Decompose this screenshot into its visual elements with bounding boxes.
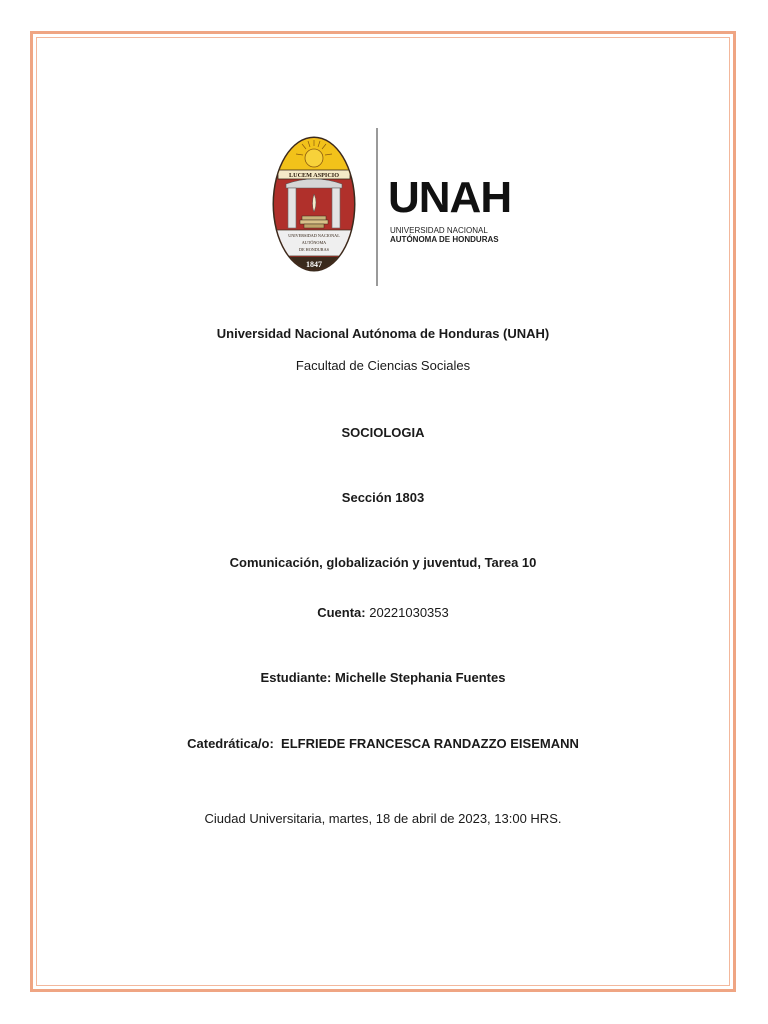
professor-label: Catedrática/o: xyxy=(187,736,274,751)
seal-banner-line1: UNIVERSIDAD NACIONAL xyxy=(288,233,340,238)
account-value: 20221030353 xyxy=(365,605,449,620)
student-name: Estudiante: Michelle Stephania Fuentes xyxy=(260,670,506,685)
professor-line xyxy=(40,736,726,752)
unah-logo xyxy=(270,126,530,288)
university-name: Universidad Nacional Autónoma de Honduras (UNAH) xyxy=(216,326,550,341)
professor-name: ELFRIEDE FRANCESCA RANDAZZO EISEMANN xyxy=(273,736,579,751)
seal-year: 1847 xyxy=(306,260,322,269)
seal-banner-line2: AUTÓNOMA xyxy=(301,240,327,245)
place-and-date: Ciudad Universitaria, martes, 18 de abril de 2023, 13:00 HRS. xyxy=(204,811,562,826)
account-line xyxy=(40,605,726,621)
unah-subtitle-line2: AUTÓNOMA DE HONDURAS xyxy=(390,235,499,244)
seal-banner-line3: DE HONDURAS xyxy=(299,247,329,252)
section-number: Sección 1803 xyxy=(341,490,425,505)
faculty-name: Facultad de Ciencias Sociales xyxy=(295,358,471,373)
account-label: Cuenta: xyxy=(317,605,366,620)
unah-wordmark: UNAH xyxy=(388,173,512,222)
university-seal xyxy=(272,136,356,272)
logo-divider xyxy=(376,128,378,286)
seal-motto: LUCEM ASPICIO xyxy=(288,172,340,179)
unah-subtitle-line1: UNIVERSIDAD NACIONAL xyxy=(390,226,488,235)
subject-name: SOCIOLOGIA xyxy=(341,425,425,440)
assignment-title: Comunicación, globalización y juventud, Tarea 10 xyxy=(229,555,537,570)
